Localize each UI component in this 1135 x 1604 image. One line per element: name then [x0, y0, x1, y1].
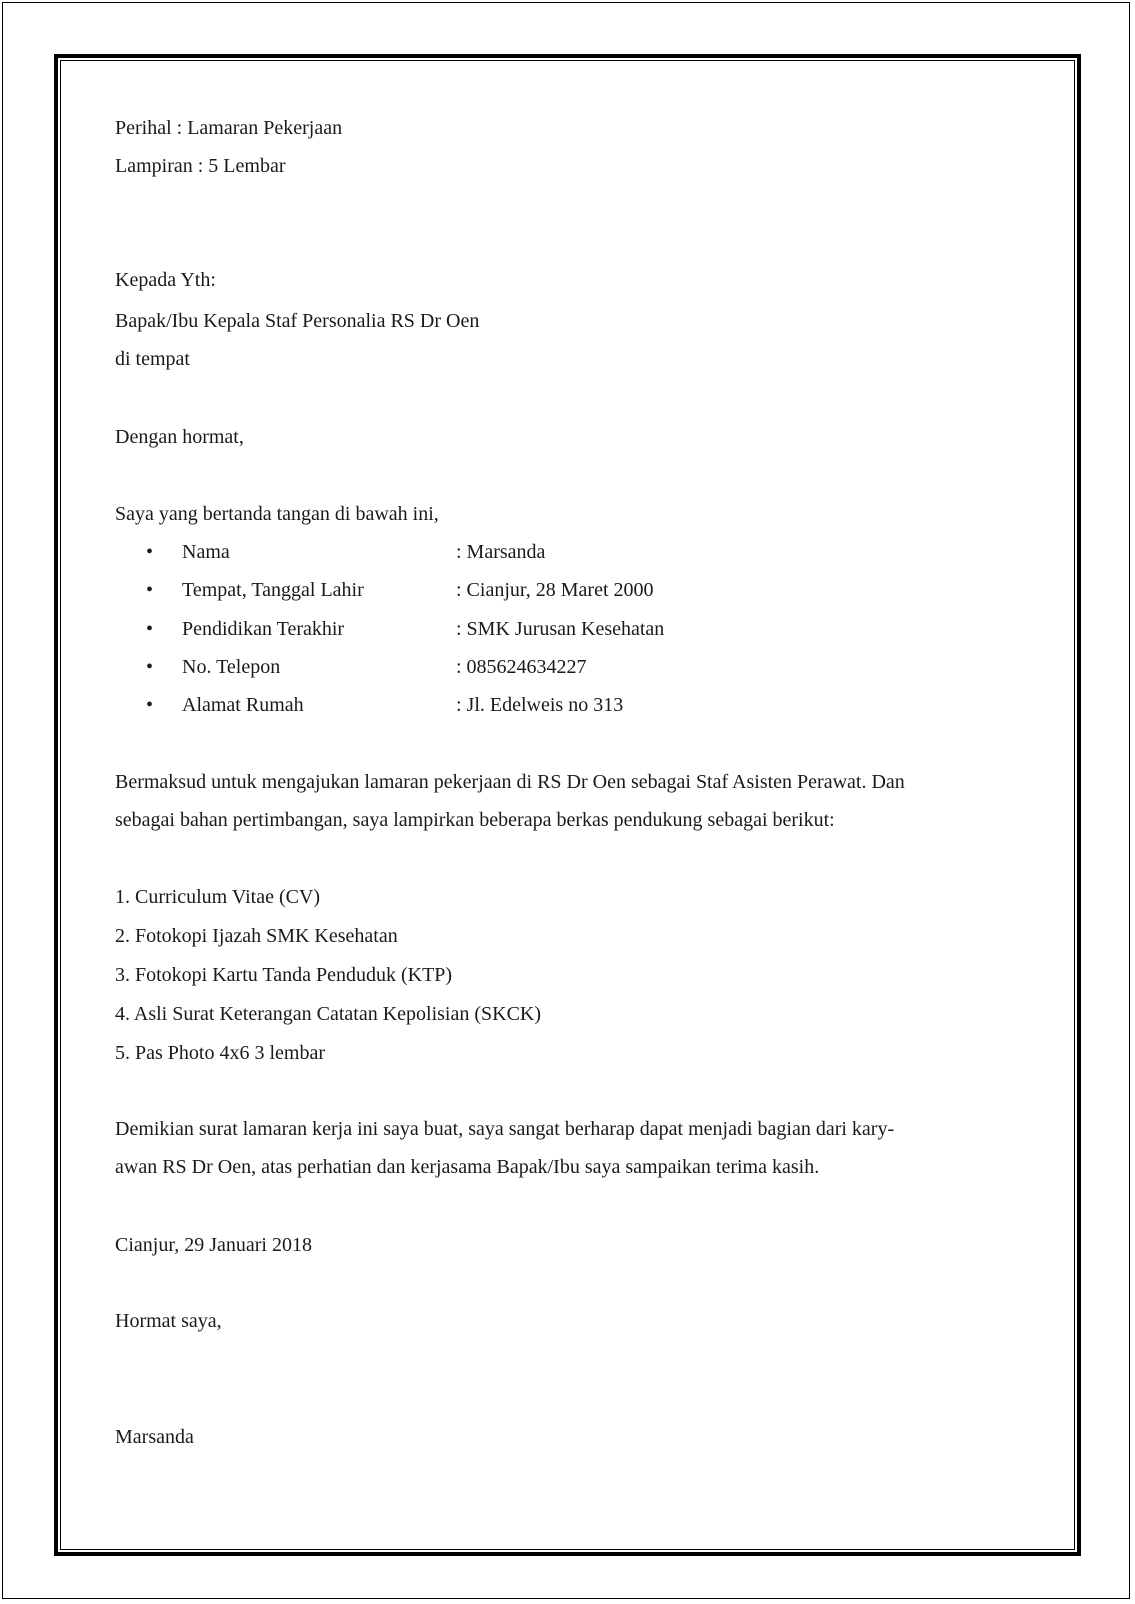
attachment-item: 2. Fotokopi Ijazah SMK Kesehatan: [115, 925, 398, 947]
personal-data-value: : Cianjur, 28 Maret 2000: [456, 579, 654, 601]
recipient-salutation: Kepada Yth:: [115, 269, 216, 291]
subject-line: Perihal : Lamaran Pekerjaan: [115, 117, 343, 139]
closing-paragraph-line: Demikian surat lamaran kerja ini saya buat, saya sangat berharap dapat menjadi bagian dari kary-: [115, 1118, 895, 1140]
attachment-item: 1. Curriculum Vitae (CV): [115, 886, 321, 908]
signature-name: Marsanda: [115, 1426, 194, 1448]
bullet-icon: •: [146, 694, 154, 716]
attachment-item: 5. Pas Photo 4x6 3 lembar: [115, 1042, 325, 1064]
place-date: Cianjur, 29 Januari 2018: [115, 1234, 312, 1256]
personal-data-value: : SMK Jurusan Kesehatan: [456, 618, 665, 640]
personal-data-label: Tempat, Tanggal Lahir: [182, 579, 364, 601]
sign-off: Hormat saya,: [115, 1310, 222, 1332]
recipient-location: di tempat: [115, 348, 190, 370]
recipient-name: Bapak/Ibu Kepala Staf Personalia RS Dr Oen: [115, 310, 480, 332]
bullet-icon: •: [146, 618, 154, 640]
purpose-paragraph-line: sebagai bahan pertimbangan, saya lampirkan beberapa berkas pendukung sebagai berikut:: [115, 809, 835, 831]
intro-line: Saya yang bertanda tangan di bawah ini,: [115, 503, 439, 525]
personal-data-label: Nama: [182, 541, 230, 563]
personal-data-value: : Jl. Edelweis no 313: [456, 694, 624, 716]
bullet-icon: •: [146, 579, 154, 601]
personal-data-label: No. Telepon: [182, 656, 281, 678]
personal-data-label: Pendidikan Terakhir: [182, 618, 345, 640]
personal-data-label: Alamat Rumah: [182, 694, 304, 716]
closing-paragraph-line: awan RS Dr Oen, atas perhatian dan kerjasama Bapak/Ibu saya sampaikan terima kasih.: [115, 1156, 820, 1178]
bullet-icon: •: [146, 541, 154, 563]
attachment-item: 4. Asli Surat Keterangan Catatan Kepolisian (SKCK): [115, 1003, 542, 1025]
attachment-count-line: Lampiran : 5 Lembar: [115, 155, 286, 177]
bullet-icon: •: [146, 656, 154, 678]
personal-data-value: : 085624634227: [456, 656, 587, 678]
personal-data-value: : Marsanda: [456, 541, 546, 563]
attachment-item: 3. Fotokopi Kartu Tanda Penduduk (KTP): [115, 964, 453, 986]
greeting: Dengan hormat,: [115, 426, 244, 448]
purpose-paragraph-line: Bermaksud untuk mengajukan lamaran pekerjaan di RS Dr Oen sebagai Staf Asisten Perawat. Dan: [115, 771, 905, 793]
